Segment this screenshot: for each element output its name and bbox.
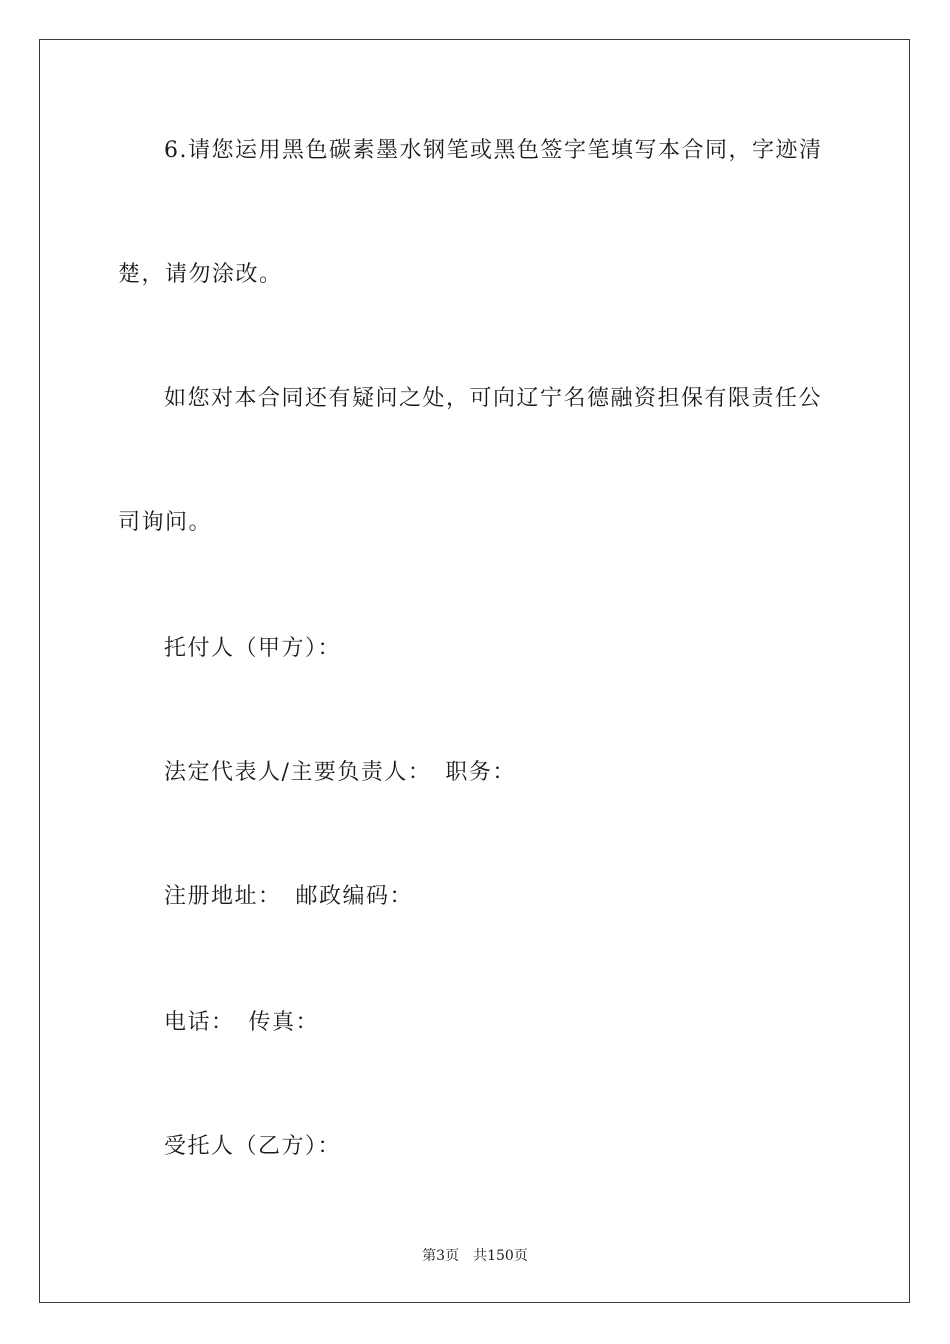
page-total: 共150页 [473,1248,528,1264]
field-contact-row [164,1008,884,1038]
page-number: 第3页 [422,1248,460,1264]
page-footer [0,1246,950,1266]
position-label: 职务： [445,760,516,785]
fax-label: 传真： [248,1010,320,1035]
trustee-label: 受托人（乙方）： [164,1134,342,1159]
phone-label: 电话： [164,1010,235,1035]
principal-label: 托付人（甲方）： [164,636,342,661]
legal-rep-label: 法定代表人/主要负责人： [164,760,432,785]
field-legal-rep-row [164,758,884,788]
paragraph-2-line-1: 如您对本合同还有疑问之处，可向辽宁名德融资担保有限责任公 [164,386,823,411]
paragraph-2-line-2: 司询问。 [118,510,213,535]
field-trustee [164,1132,884,1162]
paragraph-1-line-2: 楚，请勿涂改。 [118,262,283,287]
postal-code-label: 邮政编码： [295,884,414,909]
paragraph-1-line-1: 6.请您运用黑色碳素墨水钢笔或黑色签字笔填写本合同，字迹清 [164,138,823,163]
reg-address-label: 注册地址： [164,884,282,909]
page-border [39,39,910,1303]
field-principal [164,634,884,664]
field-address-row [164,882,884,912]
